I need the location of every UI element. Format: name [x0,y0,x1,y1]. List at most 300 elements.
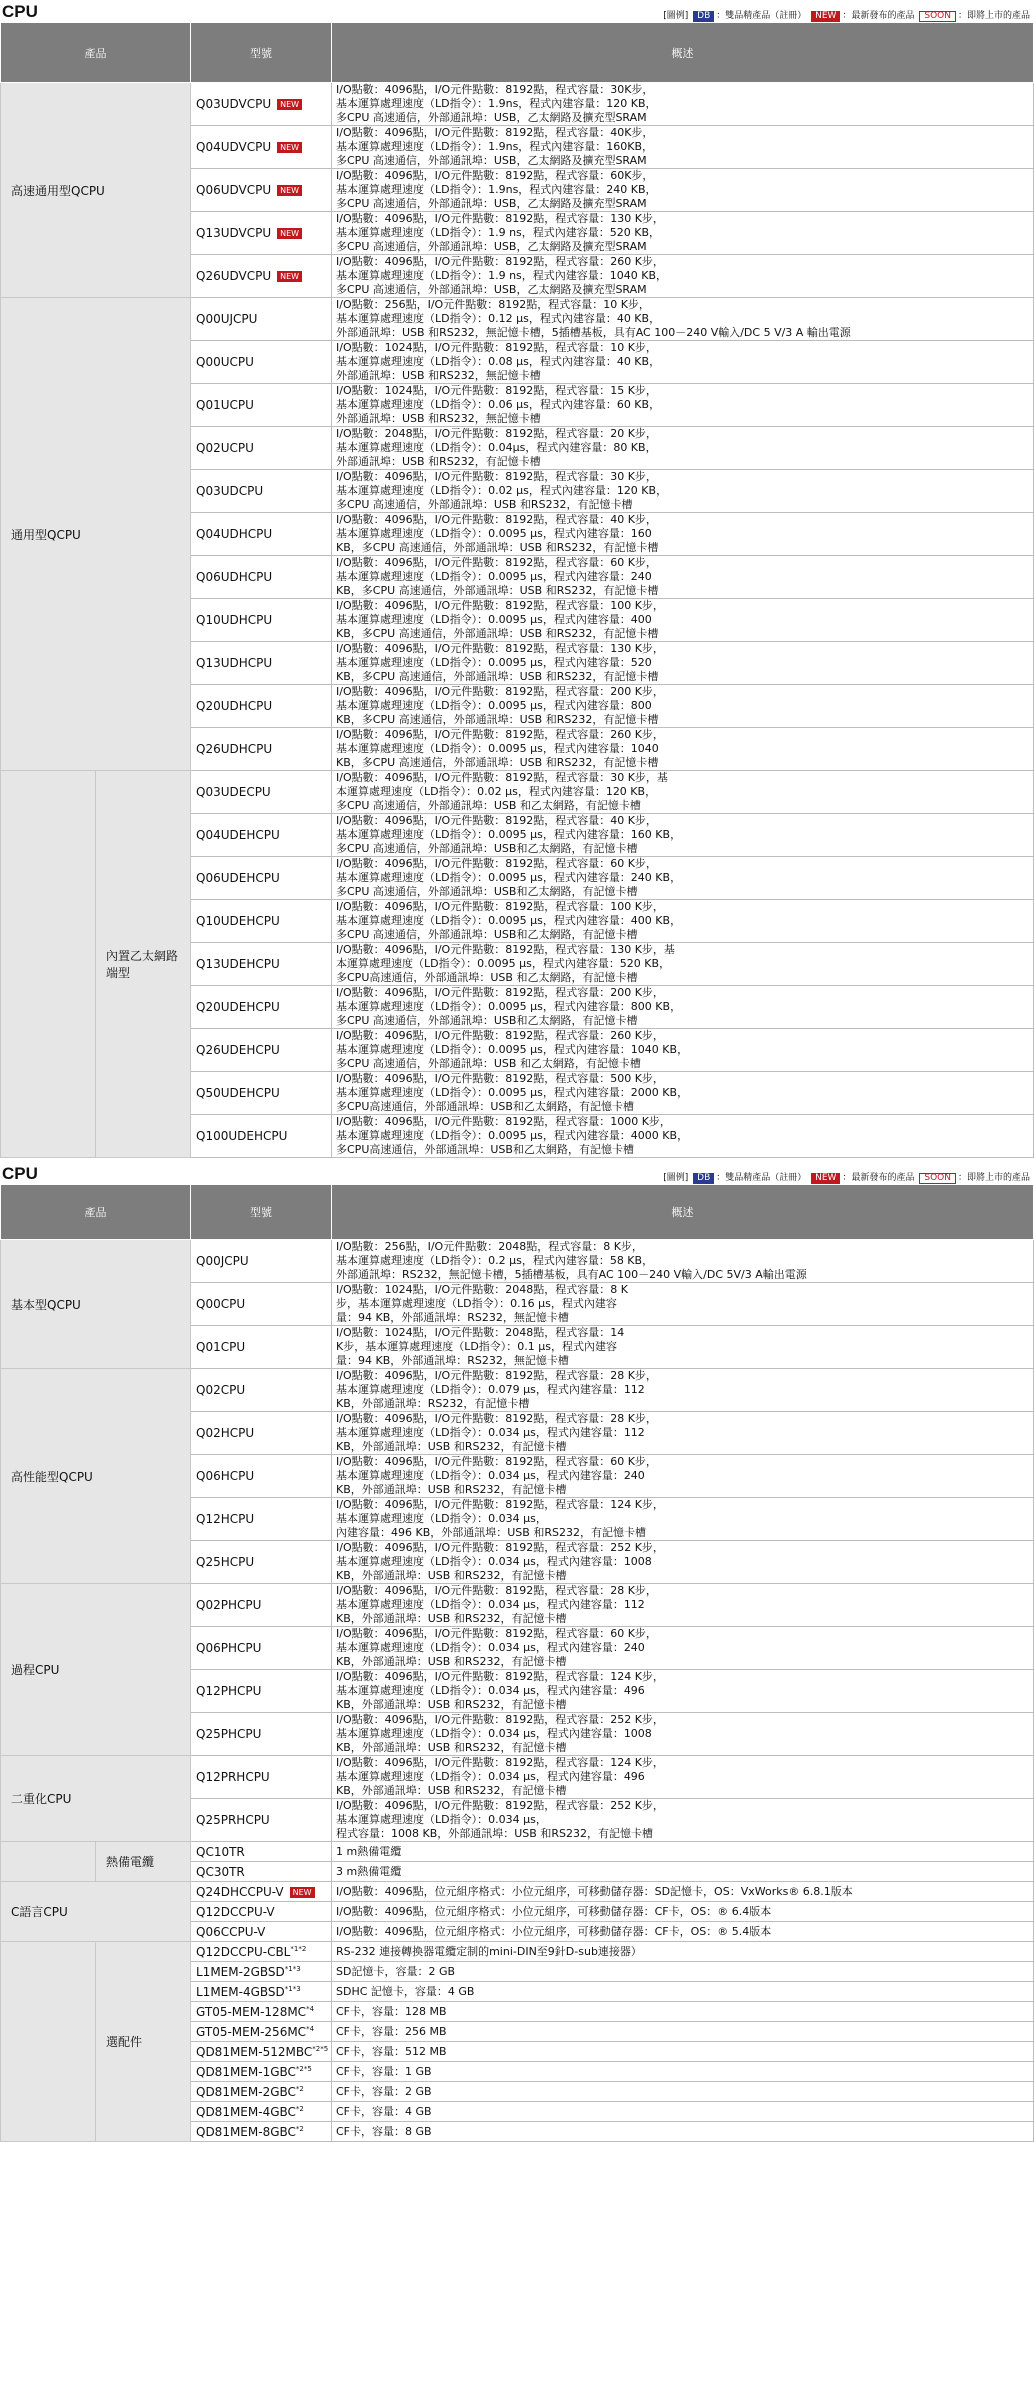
overview-cell [332,83,1034,126]
table-row [1,1240,1034,1283]
overview-cell [332,1882,1034,1902]
overview-line: KB，多CPU 高速通信，外部通訊埠：USB 和RS232，有記憶卡槽 [336,627,659,640]
section-title: CPU [2,2,38,21]
overview-cell [332,1584,1034,1627]
legend [663,1170,1030,1184]
model-name: Q26UDVCPU [196,269,272,283]
subcategory-cell: 選配件 [96,1942,191,2142]
category-cell-empty [1,771,96,1158]
overview-cell [332,384,1034,427]
model-footnote: *2*5 [295,2064,312,2073]
overview-line: I/O點數：4096點，I/O元件點數：8192點，程式容量：40 K步， [336,513,657,526]
model-cell [191,1670,332,1713]
cpu-table-2 [0,1184,1034,2142]
legend-new-tag: NEW [811,11,840,22]
overview-line: 多CPU高速通信，外部通訊埠：USB和乙太網路，有記憶卡槽 [336,1143,634,1156]
overview-line: I/O點數：2048點，I/O元件點數：8192點，程式容量：20 K步， [336,427,657,440]
model-name: L1MEM-4GBSD [196,1984,285,1999]
overview-cell [332,2082,1034,2102]
model-name: Q20UDEHCPU [196,1000,280,1014]
overview-line: I/O點數：4096點，I/O元件點數：8192點，程式容量：28 K步， [336,1369,657,1382]
model-cell [191,1842,332,1862]
overview-cell [332,1627,1034,1670]
overview-cell [332,1369,1034,1412]
overview-line: I/O點數：256點，I/O元件點數：2048點，程式容量：8 K步， [336,1240,643,1253]
overview-line: I/O點數：4096點，I/O元件點數：8192點，程式容量：252 K步， [336,1799,664,1812]
model-name: Q100UDEHCPU [196,1129,288,1143]
cpu-section-1 [0,0,1034,1158]
overview-cell [332,427,1034,470]
model-name: Q13UDVCPU [196,226,272,240]
overview-line: I/O點數：4096點，位元組序格式：小位元組序，可移動儲存器：SD記憶卡，OS：VxWorks® 6.8.1版本 [336,1884,853,1898]
model-cell [191,1240,332,1283]
model-name: Q06CCPU-V [196,1924,266,1939]
overview-line: 多CPU 高速通信，外部通訊埠：USB和乙太網路，有記憶卡槽 [336,1014,638,1027]
overview-cell [332,1455,1034,1498]
overview-line: 基本運算處理速度（LD指令）：0.034 μs，程式內建容量：496 [336,1684,645,1697]
overview-line: I/O點數：4096點，I/O元件點數：8192點，程式容量：30 K步， [336,470,657,483]
overview-line: I/O點數：4096點，I/O元件點數：8192點，程式容量：60K步， [336,169,654,182]
overview-line: 基本運算處理速度（LD指令）：0.0095 μs，程式內建容量：520 [336,656,652,669]
overview-line: 外部通訊埠：USB 和RS232，無記憶卡槽，5插槽基板，具有AC 100－240 V輸入/DC 5 V/3 A 輸出電源 [336,326,851,339]
overview-line: I/O點數：4096點，I/O元件點數：8192點，程式容量：200 K步， [336,685,664,698]
model-name: Q12PHCPU [196,1684,262,1698]
model-name: Q03UDVCPU [196,97,272,111]
overview-cell [332,1283,1034,1326]
overview-line: I/O點數：4096點，位元組序格式：小位元組序，可移動儲存器：CF卡，OS：® 6.4版本 [336,1904,772,1918]
new-badge: NEW [277,271,302,282]
model-cell [191,1627,332,1670]
overview-line: KB，多CPU 高速通信，外部通訊埠：USB 和RS232，有記憶卡槽 [336,713,659,726]
column-header-product: 產品 [1,23,191,83]
model-cell [191,513,332,556]
overview-line: KB，多CPU 高速通信，外部通訊埠：USB 和RS232，有記憶卡槽 [336,541,659,554]
model-name: Q06UDEHCPU [196,871,280,885]
overview-line: I/O點數：1024點，I/O元件點數：2048點，程式容量：14 [336,1326,625,1339]
legend-db-tag: DB [693,1173,714,1184]
model-name: GT05-MEM-128MC [196,2004,307,2019]
overview-line: 基本運算處理速度（LD指令）：1.9ns，程式內建容量：120 KB， [336,97,657,110]
overview-line: SDHC 記憶卡，容量：4 GB [336,1984,475,1998]
overview-line: 基本運算處理速度（LD指令）：0.0095 μs，程式內建容量：240 [336,570,652,583]
overview-line: 多CPU高速通信，外部通訊埠：USB 和乙太網路，有記憶卡槽 [336,971,638,984]
overview-cell [332,599,1034,642]
overview-cell [332,1670,1034,1713]
new-badge: NEW [277,99,302,110]
model-name: Q10UDHCPU [196,613,273,627]
overview-cell [332,169,1034,212]
overview-cell [332,685,1034,728]
overview-line: 多CPU 高速通信，外部通訊埠：USB，乙太網路及擴充型SRAM [336,111,647,124]
model-cell [191,1072,332,1115]
overview-line: 基本運算處理速度（LD指令）：0.0095 μs，程式內建容量：800 KB， [336,1000,682,1013]
overview-line: I/O點數：4096點，I/O元件點數：8192點，程式容量：30K步， [336,83,654,96]
model-cell [191,728,332,771]
overview-cell [332,1799,1034,1842]
model-name: Q02PHCPU [196,1598,262,1612]
overview-line: CF卡，容量：8 GB [336,2124,432,2138]
model-name: Q00UCPU [196,355,254,369]
model-cell [191,2102,332,2122]
model-cell [191,1412,332,1455]
overview-cell [332,470,1034,513]
overview-line: 基本運算處理速度（LD指令）：0.034 μs， [336,1512,547,1525]
overview-cell [332,642,1034,685]
model-name: QD81MEM-1GBC [196,2064,296,2079]
overview-line: 外部通訊埠：USB 和RS232，有記憶卡槽 [336,455,541,468]
category-cell: 高性能型QCPU [1,1369,191,1584]
overview-line: KB，外部通訊埠：RS232，有記憶卡槽 [336,1397,530,1410]
overview-line: 基本運算處理速度（LD指令）：0.034 μs，程式內建容量：240 [336,1641,645,1654]
category-cell: 通用型QCPU [1,298,191,771]
category-cell-empty [1,1842,96,1882]
model-name: Q12DCCPU-V [196,1904,275,1919]
overview-line: 基本運算處理速度（LD指令）：0.0095 μs，程式內建容量：160 KB， [336,828,682,841]
overview-cell [332,857,1034,900]
overview-line: 基本運算處理速度（LD指令）：0.0095 μs，程式內建容量：400 KB， [336,914,682,927]
overview-line: I/O點數：4096點，I/O元件點數：8192點，程式容量：60 K步， [336,857,657,870]
cpu-table-1 [0,22,1034,1158]
overview-line: 基本運算處理速度（LD指令）：0.079 μs，程式內建容量：112 [336,1383,645,1396]
model-name: Q26UDHCPU [196,742,273,756]
model-cell [191,1283,332,1326]
model-name: Q20UDHCPU [196,699,273,713]
overview-line: I/O點數：4096點，I/O元件點數：8192點，程式容量：200 K步， [336,986,664,999]
overview-cell [332,1842,1034,1862]
overview-line: I/O點數：4096點，位元組序格式：小位元組序，可移動儲存器：CF卡，OS：® 5.4版本 [336,1924,772,1938]
overview-line: KB，外部通訊埠：USB 和RS232，有記憶卡槽 [336,1698,567,1711]
overview-line: 基本運算處理速度（LD指令）：0.0095 μs，程式內建容量：400 [336,613,652,626]
overview-line: CF卡，容量：1 GB [336,2064,432,2078]
model-name: Q02CPU [196,1383,246,1397]
overview-line: 基本運算處理速度（LD指令）：1.9ns，程式內建容量：160KB， [336,140,654,153]
model-cell [191,771,332,814]
overview-cell [332,513,1034,556]
category-cell: 過程CPU [1,1584,191,1756]
model-cell [191,1369,332,1412]
overview-line: KB，外部通訊埠：USB 和RS232，有記憶卡槽 [336,1440,567,1453]
overview-line: 多CPU 高速通信，外部通訊埠：USB 和乙太網路，有記憶卡槽 [336,1057,641,1070]
model-name: Q02HCPU [196,1426,255,1440]
model-name: Q06HCPU [196,1469,255,1483]
overview-line: 基本運算處理速度（LD指令）：0.2 μs，程式內建容量：58 KB， [336,1254,654,1267]
model-cell [191,2122,332,2142]
model-footnote: *1*2 [290,1944,307,1953]
table-row [1,1882,1034,1902]
overview-line: I/O點數：4096點，I/O元件點數：8192點，程式容量：100 K步， [336,900,664,913]
overview-line: 基本運算處理速度（LD指令）：0.0095 μs，程式內建容量：160 [336,527,652,540]
model-cell [191,298,332,341]
overview-cell [332,1326,1034,1369]
overview-line: 多CPU 高速通信，外部通訊埠：USB，乙太網路及擴充型SRAM [336,197,647,210]
overview-line: I/O點數：4096點，I/O元件點數：8192點，程式容量：252 K步， [336,1713,664,1726]
overview-cell [332,1713,1034,1756]
cpu-section-2 [0,1158,1034,2142]
overview-cell [332,728,1034,771]
overview-line: I/O點數：4096點，I/O元件點數：8192點，程式容量：124 K步， [336,1670,664,1683]
overview-line: I/O點數：4096點，I/O元件點數：8192點，程式容量：124 K步， [336,1756,664,1769]
overview-line: I/O點數：4096點，I/O元件點數：8192點，程式容量：60 K步， [336,556,657,569]
overview-cell [332,1240,1034,1283]
overview-line: 基本運算處理速度（LD指令）：0.08 μs，程式內建容量：40 KB， [336,355,661,368]
overview-cell [332,1115,1034,1158]
overview-line: I/O點數：4096點，I/O元件點數：8192點，程式容量：260 K步， [336,728,664,741]
overview-cell [332,1902,1034,1922]
overview-line: I/O點數：4096點，I/O元件點數：8192點，程式容量：252 K步， [336,1541,664,1554]
model-cell [191,685,332,728]
legend-soon-text: ：即將上市的產品 [957,1173,1030,1183]
overview-line: 基本運算處理速度（LD指令）：0.0095 μs，程式內建容量：2000 KB， [336,1086,689,1099]
legend-new-text: ：最新發布的產品 [842,11,915,21]
table-row [1,1756,1034,1799]
legend [663,8,1030,22]
model-name: Q04UDEHCPU [196,828,280,842]
model-name: Q26UDEHCPU [196,1043,280,1057]
model-cell [191,2022,332,2042]
overview-line: 基本運算處理速度（LD指令）：0.034 μs，程式內建容量：240 [336,1469,645,1482]
overview-line: I/O點數：256點，I/O元件點數：8192點，程式容量：10 K步， [336,298,650,311]
model-footnote: *4 [306,2024,315,2033]
overview-line: CF卡，容量：128 MB [336,2004,447,2018]
overview-cell [332,1541,1034,1584]
model-cell [191,1029,332,1072]
table-row [1,771,1034,814]
overview-line: RS-232 連接轉換器電纜定制的mini-DIN至9針D-sub連接器） [336,1944,642,1958]
subcategory-cell: 熱備電纜 [96,1842,191,1882]
category-cell-empty [1,1942,96,2142]
model-name: QD81MEM-4GBC [196,2104,296,2119]
model-name: Q06UDHCPU [196,570,273,584]
overview-line: 多CPU 高速通信，外部通訊埠：USB，乙太網路及擴充型SRAM [336,240,647,253]
model-cell [191,1115,332,1158]
overview-cell [332,1922,1034,1942]
model-footnote: *4 [306,2004,315,2013]
column-header-product: 產品 [1,1185,191,1240]
model-footnote: *2 [295,2084,304,2093]
column-header-model: 型號 [191,1185,332,1240]
overview-line: 多CPU 高速通信，外部通訊埠：USB，乙太網路及擴充型SRAM [336,283,647,296]
model-name: Q04UDVCPU [196,140,272,154]
model-cell [191,470,332,513]
model-name: Q02UCPU [196,441,254,455]
overview-line: 3 m熱備電纜 [336,1864,402,1878]
overview-line: I/O點數：4096點，I/O元件點數：8192點，程式容量：260 K步， [336,1029,664,1042]
overview-cell [332,341,1034,384]
overview-line: I/O點數：1024點，I/O元件點數：2048點，程式容量：8 K [336,1283,628,1296]
overview-cell [332,1756,1034,1799]
overview-line: 1 m熱備電纜 [336,1844,402,1858]
model-cell [191,341,332,384]
overview-line: SD記憶卡，容量：2 GB [336,1964,456,1978]
overview-line: 外部通訊埠：USB 和RS232，無記憶卡槽 [336,412,541,425]
overview-cell [332,2002,1034,2022]
model-cell [191,986,332,1029]
overview-line: 基本運算處理速度（LD指令）：0.06 μs，程式內建容量：60 KB， [336,398,661,411]
overview-cell [332,556,1034,599]
model-name: Q00CPU [196,1297,246,1311]
new-badge: NEW [277,185,302,196]
overview-line: I/O點數：4096點，I/O元件點數：8192點，程式容量：40 K步， [336,814,657,827]
legend-new-tag: NEW [811,1173,840,1184]
new-badge: NEW [277,228,302,239]
overview-cell [332,212,1034,255]
overview-line: I/O點數：4096點，I/O元件點數：8192點，程式容量：130 K步， [336,642,664,655]
table-row [1,1942,1034,1962]
overview-line: 基本運算處理速度（LD指令）：0.0095 μs，程式內建容量：800 [336,699,652,712]
model-cell [191,2002,332,2022]
overview-cell [332,814,1034,857]
model-name: QC30TR [196,1864,245,1879]
overview-line: 基本運算處理速度（LD指令）：0.034 μs，程式內建容量：496 [336,1770,645,1783]
model-cell [191,1455,332,1498]
overview-line: I/O點數：4096點，I/O元件點數：8192點，程式容量：30 K步，基 [336,771,668,784]
new-badge: NEW [290,1887,315,1898]
overview-line: 基本運算處理速度（LD指令）：0.034 μs，程式內建容量：1008 [336,1555,652,1568]
overview-line: 基本運算處理速度（LD指令）：0.12 μs，程式內建容量：40 KB， [336,312,661,325]
legend-soon-tag: SOON [919,11,956,22]
model-name: Q50UDEHCPU [196,1086,280,1100]
overview-cell [332,1412,1034,1455]
overview-line: I/O點數：4096點，I/O元件點數：8192點，程式容量：60 K步， [336,1627,657,1640]
model-cell [191,212,332,255]
overview-line: 本運算處理速度（LD指令）：0.0095 μs，程式內建容量：520 KB， [336,957,671,970]
model-name: Q06PHCPU [196,1641,262,1655]
overview-line: I/O點數：4096點，I/O元件點數：8192點，程式容量：130 K步，基 [336,943,675,956]
overview-line: CF卡，容量：4 GB [336,2104,432,2118]
legend-db-text: ：雙品精產品（註冊） [716,1173,807,1183]
model-cell [191,814,332,857]
overview-cell [332,298,1034,341]
overview-line: I/O點數：4096點，I/O元件點數：8192點，程式容量：124 K步， [336,1498,664,1511]
overview-line: 量：94 KB，外部通訊埠：RS232，無記憶卡槽 [336,1311,569,1324]
overview-line: 基本運算處理速度（LD指令）：0.034 μs， [336,1813,547,1826]
model-name: Q01CPU [196,1340,246,1354]
model-cell [191,1862,332,1882]
model-cell [191,169,332,212]
model-name: QC10TR [196,1844,245,1859]
legend-db-text: ：雙品精產品（註冊） [716,11,807,21]
overview-line: I/O點數：4096點，I/O元件點數：8192點，程式容量：260 K步， [336,255,664,268]
model-cell [191,83,332,126]
overview-line: KB，多CPU 高速通信，外部通訊埠：USB 和RS232，有記憶卡槽 [336,670,659,683]
overview-line: KB，外部通訊埠：USB 和RS232，有記憶卡槽 [336,1741,567,1754]
model-cell [191,599,332,642]
legend-soon-text: ：即將上市的產品 [957,11,1030,21]
overview-cell [332,2042,1034,2062]
legend-prefix: [圖例] [663,1173,689,1183]
overview-line: I/O點數：4096點，I/O元件點數：8192點，程式容量：28 K步， [336,1584,657,1597]
model-footnote: *1*3 [284,1984,301,1993]
overview-line: 本運算處理速度（LD指令）：0.02 μs，程式內建容量：120 KB， [336,785,657,798]
overview-line: 基本運算處理速度（LD指令）：0.034 μs，程式內建容量：112 [336,1598,645,1611]
overview-cell [332,900,1034,943]
overview-cell [332,1498,1034,1541]
overview-line: 多CPU 高速通信，外部通訊埠：USB和乙太網路，有記憶卡槽 [336,842,638,855]
overview-line: 內建容量：496 KB，外部通訊埠：USB 和RS232，有記憶卡槽 [336,1526,646,1539]
overview-cell [332,1942,1034,1962]
model-cell [191,2062,332,2082]
new-badge: NEW [277,142,302,153]
overview-line: KB，多CPU 高速通信，外部通訊埠：USB 和RS232，有記憶卡槽 [336,584,659,597]
model-name: Q24DHCCPU-V [196,1884,284,1899]
table-row [1,1369,1034,1412]
overview-cell [332,126,1034,169]
category-cell: 二重化CPU [1,1756,191,1842]
model-name: Q00UJCPU [196,312,258,326]
overview-line: 基本運算處理速度（LD指令）：0.034 μs，程式內建容量：112 [336,1426,645,1439]
model-name: QD81MEM-2GBC [196,2084,296,2099]
overview-line: I/O點數：1024點，I/O元件點數：8192點，程式容量：15 K步， [336,384,657,397]
model-footnote: *2*5 [312,2044,329,2053]
section-header [0,0,1034,22]
model-name: Q12PRHCPU [196,1770,270,1784]
overview-line: 基本運算處理速度（LD指令）：0.0095 μs，程式內建容量：4000 KB， [336,1129,689,1142]
legend-soon-tag: SOON [919,1173,956,1184]
overview-line: 基本運算處理速度（LD指令）：0.04μs，程式內建容量：80 KB， [336,441,657,454]
model-cell [191,1942,332,1962]
model-cell [191,943,332,986]
table-row [1,1584,1034,1627]
model-cell [191,857,332,900]
overview-line: 基本運算處理速度（LD指令）：0.0095 μs，程式內建容量：1040 [336,742,659,755]
overview-cell [332,255,1034,298]
overview-cell [332,943,1034,986]
overview-line: 基本運算處理速度（LD指令）：1.9 ns，程式內建容量：1040 KB， [336,269,668,282]
overview-line: 基本運算處理速度（LD指令）：0.0095 μs，程式內建容量：240 KB， [336,871,682,884]
overview-cell [332,2062,1034,2082]
model-cell [191,1799,332,1842]
model-name: QD81MEM-512MBC [196,2044,313,2059]
model-name: QD81MEM-8GBC [196,2124,296,2139]
legend-db-tag: DB [693,11,714,22]
overview-line: 外部通訊埠：RS232，無記憶卡槽，5插槽基板，具有AC 100－240 V輸入/DC 5V/3 A輸出電源 [336,1268,807,1281]
category-cell: 高速通用型QCPU [1,83,191,298]
section-header [0,1158,1034,1184]
model-name: Q12HCPU [196,1512,255,1526]
model-name: Q12DCCPU-CBL [196,1944,291,1959]
column-header-overview: 概述 [332,1185,1034,1240]
overview-line: I/O點數：4096點，I/O元件點數：8192點，程式容量：40K步， [336,126,654,139]
model-cell [191,1902,332,1922]
model-cell [191,126,332,169]
model-cell [191,2042,332,2062]
model-cell [191,2082,332,2102]
overview-line: I/O點數：1024點，I/O元件點數：8192點，程式容量：10 K步， [336,341,657,354]
overview-cell [332,1962,1034,1982]
overview-line: 基本運算處理速度（LD指令）：0.034 μs，程式內建容量：1008 [336,1727,652,1740]
section-title: CPU [2,1164,38,1183]
overview-line: I/O點數：4096點，I/O元件點數：8192點，程式容量：500 K步， [336,1072,664,1085]
model-name: Q13UDHCPU [196,656,273,670]
column-header-model: 型號 [191,23,332,83]
overview-cell [332,2022,1034,2042]
model-cell [191,427,332,470]
category-cell: C語言CPU [1,1882,191,1942]
overview-line: I/O點數：4096點，I/O元件點數：8192點，程式容量：28 K步， [336,1412,657,1425]
model-name: Q25PHCPU [196,1727,262,1741]
overview-line: CF卡，容量：2 GB [336,2084,432,2098]
overview-line: 基本運算處理速度（LD指令）：0.0095 μs，程式內建容量：1040 KB， [336,1043,689,1056]
model-name: GT05-MEM-256MC [196,2024,307,2039]
overview-line: KB，外部通訊埠：USB 和RS232，有記憶卡槽 [336,1483,567,1496]
model-cell [191,1713,332,1756]
model-cell [191,1882,332,1902]
overview-line: KB，外部通訊埠：USB 和RS232，有記憶卡槽 [336,1612,567,1625]
overview-line: 多CPU 高速通信，外部通訊埠：USB 和乙太網路，有記憶卡槽 [336,799,641,812]
model-name: Q01UCPU [196,398,254,412]
model-name: Q25HCPU [196,1555,255,1569]
overview-line: I/O點數：4096點，I/O元件點數：8192點，程式容量：60 K步， [336,1455,657,1468]
